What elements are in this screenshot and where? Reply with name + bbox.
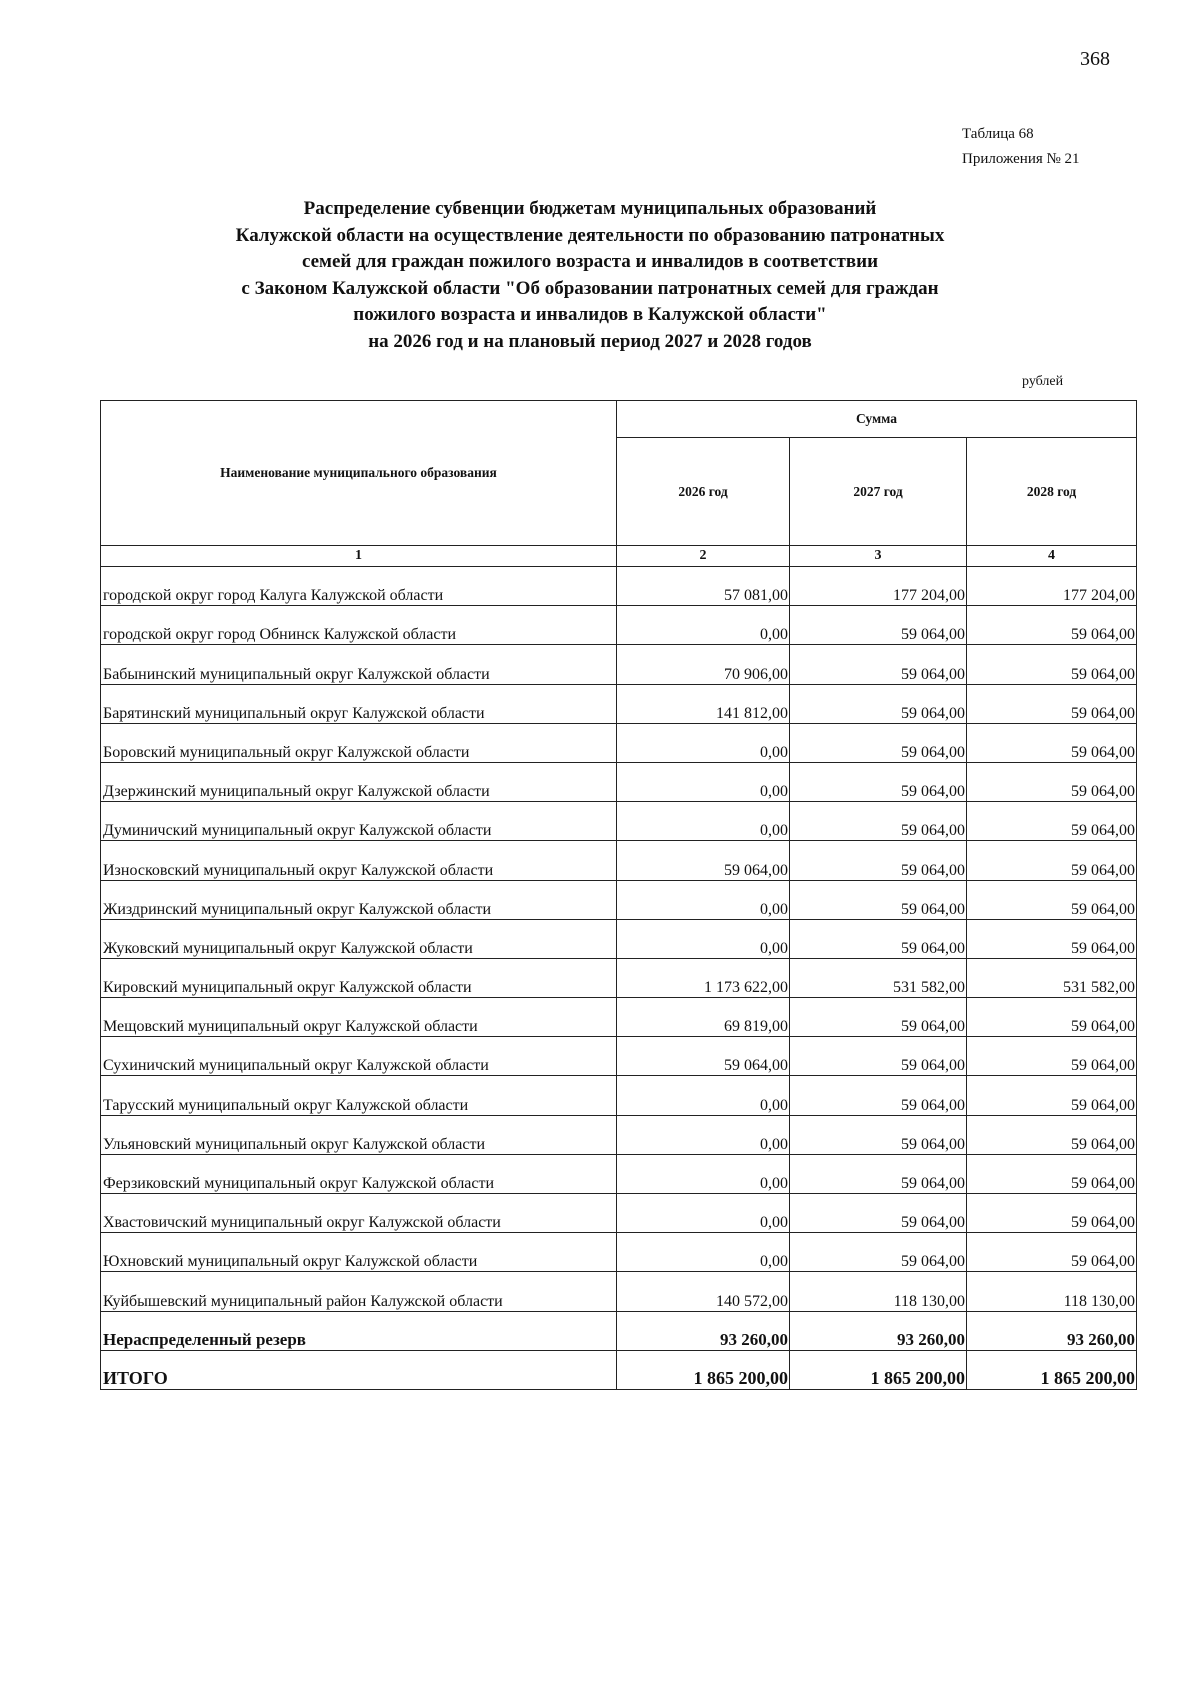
column-header-2026: 2026 год xyxy=(617,438,790,546)
amount-2026: 0,00 xyxy=(617,802,790,841)
amount-2028: 59 064,00 xyxy=(967,684,1137,723)
municipality-name: Хвастовичский муниципальный округ Калужской области xyxy=(101,1194,617,1233)
table-row xyxy=(101,1076,1137,1115)
municipality-name: Куйбышевский муниципальный район Калужской области xyxy=(101,1272,617,1311)
amount-2026: 0,00 xyxy=(617,1154,790,1193)
table-row xyxy=(101,1154,1137,1193)
units-label: рублей xyxy=(1022,374,1064,389)
table-row xyxy=(101,841,1137,880)
reserve-2026: 93 260,00 xyxy=(617,1311,790,1350)
title-line: семей для граждан пожилого возраста и инвалидов в соответствии xyxy=(301,251,879,272)
municipality-name: Износковский муниципальный округ Калужской области xyxy=(101,841,617,880)
table-row xyxy=(101,1115,1137,1154)
municipality-name: Ульяновский муниципальный округ Калужской области xyxy=(101,1115,617,1154)
table-row xyxy=(101,1272,1137,1311)
amount-2027: 59 064,00 xyxy=(790,606,967,645)
total-2026: 1 865 200,00 xyxy=(617,1350,790,1389)
column-header-2028: 2028 год xyxy=(967,438,1137,546)
table-row xyxy=(101,606,1137,645)
amount-2027: 59 064,00 xyxy=(790,1076,967,1115)
amount-2028: 59 064,00 xyxy=(967,1194,1137,1233)
table-row xyxy=(101,684,1137,723)
amount-2027: 59 064,00 xyxy=(790,1115,967,1154)
amount-2026: 0,00 xyxy=(617,880,790,919)
amount-2026: 59 064,00 xyxy=(617,1037,790,1076)
municipality-name: городской округ город Обнинск Калужской области xyxy=(101,606,617,645)
amount-2026: 0,00 xyxy=(617,1076,790,1115)
municipality-name: Барятинский муниципальный округ Калужской области xyxy=(101,684,617,723)
amount-2026: 0,00 xyxy=(617,919,790,958)
reserve-row xyxy=(101,1311,1137,1350)
municipality-name: Ферзиковский муниципальный округ Калужской области xyxy=(101,1154,617,1193)
reserve-2027: 93 260,00 xyxy=(790,1311,967,1350)
municipality-name: Юхновский муниципальный округ Калужской области xyxy=(101,1233,617,1272)
total-2028: 1 865 200,00 xyxy=(967,1350,1137,1389)
amount-2028: 59 064,00 xyxy=(967,802,1137,841)
amount-2026: 0,00 xyxy=(617,1115,790,1154)
amount-2028: 59 064,00 xyxy=(967,919,1137,958)
amount-2028: 59 064,00 xyxy=(967,723,1137,762)
reserve-name: Нераспределенный резерв xyxy=(101,1311,617,1350)
amount-2027: 177 204,00 xyxy=(790,567,967,606)
amount-2026: 69 819,00 xyxy=(617,998,790,1037)
amount-2027: 59 064,00 xyxy=(790,1233,967,1272)
amount-2026: 141 812,00 xyxy=(617,684,790,723)
column-number: 2 xyxy=(617,546,790,567)
amount-2027: 59 064,00 xyxy=(790,684,967,723)
title-line: пожилого возраста и инвалидов в Калужской области" xyxy=(353,304,827,325)
title-line: Распределение субвенции бюджетам муниципальных образований xyxy=(303,198,877,219)
municipality-name: Тарусский муниципальный округ Калужской области xyxy=(101,1076,617,1115)
municipality-name: Жиздринский муниципальный округ Калужской области xyxy=(101,880,617,919)
table-row xyxy=(101,1194,1137,1233)
amount-2028: 59 064,00 xyxy=(967,1076,1137,1115)
municipality-name: Думиничский муниципальный округ Калужской области xyxy=(101,802,617,841)
amount-2027: 531 582,00 xyxy=(790,958,967,997)
title-line: с Законом Калужской области "Об образовании патронатных семей для граждан xyxy=(241,277,939,299)
amount-2028: 59 064,00 xyxy=(967,1115,1137,1154)
amount-2028: 59 064,00 xyxy=(967,880,1137,919)
table-row xyxy=(101,1037,1137,1076)
amount-2028: 59 064,00 xyxy=(967,645,1137,684)
amount-2027: 118 130,00 xyxy=(790,1272,967,1311)
amount-2027: 59 064,00 xyxy=(790,841,967,880)
amount-2027: 59 064,00 xyxy=(790,1037,967,1076)
amount-2028: 59 064,00 xyxy=(967,841,1137,880)
amount-2028: 531 582,00 xyxy=(967,958,1137,997)
amount-2027: 59 064,00 xyxy=(790,1194,967,1233)
column-number: 3 xyxy=(790,546,967,567)
appendix-label: Приложения № 21 xyxy=(962,151,1080,167)
municipality-name: Бабынинский муниципальный округ Калужской области xyxy=(101,645,617,684)
column-numbers-row xyxy=(101,546,1137,567)
column-header-2027: 2027 год xyxy=(790,438,967,546)
column-number: 4 xyxy=(967,546,1137,567)
amount-2026: 140 572,00 xyxy=(617,1272,790,1311)
amount-2026: 70 906,00 xyxy=(617,645,790,684)
amount-2026: 59 064,00 xyxy=(617,841,790,880)
amount-2026: 0,00 xyxy=(617,762,790,801)
amount-2026: 0,00 xyxy=(617,723,790,762)
column-number: 1 xyxy=(101,546,617,567)
document-title xyxy=(160,196,1020,355)
table-label: Таблица 68 xyxy=(962,126,1034,142)
amount-2026: 1 173 622,00 xyxy=(617,958,790,997)
subvention-table xyxy=(100,400,1137,1390)
table-row xyxy=(101,802,1137,841)
municipality-name: Боровский муниципальный округ Калужской области xyxy=(101,723,617,762)
title-line: Калужской области на осуществление деятельности по образованию патронатных xyxy=(235,224,945,246)
municipality-name: Жуковский муниципальный округ Калужской области xyxy=(101,919,617,958)
amount-2028: 59 064,00 xyxy=(967,998,1137,1037)
table-row xyxy=(101,1233,1137,1272)
table-row xyxy=(101,919,1137,958)
amount-2028: 59 064,00 xyxy=(967,606,1137,645)
title-line: на 2026 год и на плановый период 2027 и 2028 годов xyxy=(368,330,812,352)
amount-2028: 59 064,00 xyxy=(967,1154,1137,1193)
amount-2028: 59 064,00 xyxy=(967,1233,1137,1272)
amount-2027: 59 064,00 xyxy=(790,802,967,841)
amount-2027: 59 064,00 xyxy=(790,919,967,958)
amount-2027: 59 064,00 xyxy=(790,762,967,801)
municipality-name: Дзержинский муниципальный округ Калужской области xyxy=(101,762,617,801)
table-reference xyxy=(962,122,1080,172)
total-row xyxy=(101,1350,1137,1389)
amount-2026: 0,00 xyxy=(617,1233,790,1272)
reserve-2028: 93 260,00 xyxy=(967,1311,1137,1350)
municipality-name: городской округ город Калуга Калужской области xyxy=(101,567,617,606)
amount-2027: 59 064,00 xyxy=(790,1154,967,1193)
amount-2026: 0,00 xyxy=(617,606,790,645)
amount-2027: 59 064,00 xyxy=(790,880,967,919)
municipality-name: Мещовский муниципальный округ Калужской области xyxy=(101,998,617,1037)
table-row xyxy=(101,880,1137,919)
table-row xyxy=(101,723,1137,762)
table-row xyxy=(101,567,1137,606)
table-row xyxy=(101,645,1137,684)
amount-2027: 59 064,00 xyxy=(790,723,967,762)
page-number: 368 xyxy=(1080,48,1110,70)
amount-2026: 0,00 xyxy=(617,1194,790,1233)
table-row xyxy=(101,762,1137,801)
amount-2027: 59 064,00 xyxy=(790,998,967,1037)
amount-2028: 59 064,00 xyxy=(967,762,1137,801)
column-header-sum: Сумма xyxy=(617,401,1137,438)
amount-2026: 57 081,00 xyxy=(617,567,790,606)
table-row xyxy=(101,998,1137,1037)
amount-2028: 177 204,00 xyxy=(967,567,1137,606)
table-row xyxy=(101,958,1137,997)
amount-2028: 118 130,00 xyxy=(967,1272,1137,1311)
amount-2028: 59 064,00 xyxy=(967,1037,1137,1076)
total-2027: 1 865 200,00 xyxy=(790,1350,967,1389)
total-name: ИТОГО xyxy=(101,1350,617,1389)
amount-2027: 59 064,00 xyxy=(790,645,967,684)
municipality-name: Сухиничский муниципальный округ Калужской области xyxy=(101,1037,617,1076)
column-header-name: Наименование муниципального образования xyxy=(101,401,617,546)
municipality-name: Кировский муниципальный округ Калужской области xyxy=(101,958,617,997)
